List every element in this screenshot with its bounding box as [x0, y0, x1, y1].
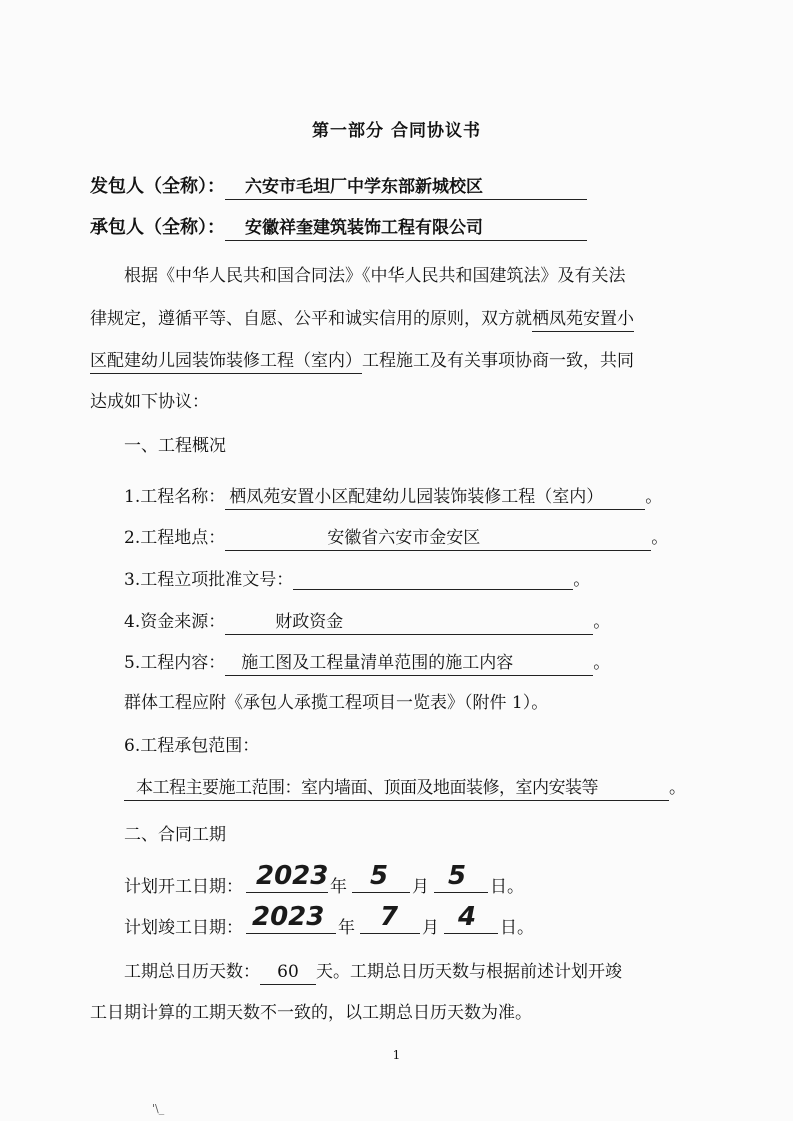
total-days-line-2: 工日期计算的工期天数不一致的，以工期总日历天数为准。 — [90, 1003, 532, 1023]
end-year: 2023 — [252, 902, 325, 932]
end-day-line — [444, 933, 498, 934]
employer-label: 发包人（全称）： — [90, 176, 225, 197]
year-char: 年 — [330, 877, 347, 897]
item-5: 5.工程内容： 施工图及工程量清单范围的施工内容 。 — [124, 648, 610, 676]
project-name-part1: 栖凤苑安置小 — [532, 304, 634, 332]
end-month-line — [360, 933, 420, 934]
day-char: 日。 — [500, 918, 534, 938]
end-date-label: 计划竣工日期： — [124, 918, 243, 938]
item-5-value: 施工图及工程量清单范围的施工内容 — [225, 648, 593, 676]
month-char: 月 — [412, 877, 429, 897]
project-name-part2: 区配建幼儿园装饰装修工程（室内） — [90, 346, 362, 374]
item-4: 4.资金来源： 财政资金 。 — [124, 607, 610, 635]
day-char: 日。 — [490, 877, 524, 897]
item-3-value — [293, 567, 573, 590]
start-date-label: 计划开工日期： — [124, 877, 243, 897]
end-year-line — [246, 933, 336, 934]
item-6: 6.工程承包范围： — [124, 736, 260, 756]
page-number: 1 — [392, 1048, 401, 1062]
scan-mark: '\_ — [152, 1102, 165, 1115]
start-month: 5 — [370, 861, 389, 891]
item-4-value: 财政资金 — [225, 607, 593, 635]
contractor-row — [90, 213, 587, 241]
item-2: 2.工程地点： 安徽省六安市金安区 。 — [124, 523, 668, 551]
contractor-value: 安徽祥奎建筑装饰工程有限公司 — [225, 213, 587, 241]
section-heading-1: 一、工程概况 — [124, 436, 226, 456]
start-year: 2023 — [256, 861, 329, 891]
group-note: 群体工程应附《承包人承揽工程项目一览表》（附件 1）。 — [124, 693, 549, 713]
employer-row — [90, 172, 587, 200]
start-month-line — [352, 892, 410, 893]
intro-line-3: 区配建幼儿园装饰装修工程（室内）工程施工及有关事项协商一致，共同 — [90, 346, 634, 374]
item-1-value: 栖凤苑安置小区配建幼儿园装饰装修工程（室内） — [225, 482, 645, 510]
month-char: 月 — [422, 918, 439, 938]
contractor-label: 承包人（全称）： — [90, 217, 225, 238]
start-year-line — [246, 892, 328, 893]
intro-line-2: 律规定，遵循平等、自愿、公平和诚实信用的原则，双方就栖凤苑安置小 — [90, 304, 634, 332]
total-days-value: 60 — [260, 962, 316, 985]
item-2-value: 安徽省六安市金安区 — [225, 523, 651, 551]
item-3: 3.工程立项批准文号： 。 — [124, 565, 590, 590]
total-days-row: 工期总日历天数： 60 天。工期总日历天数与根据前述计划开竣 — [124, 957, 622, 985]
page-title: 第一部分 合同协议书 — [312, 121, 481, 141]
year-char: 年 — [338, 918, 355, 938]
end-month: 7 — [380, 902, 399, 932]
intro-line-1: 根据《中华人民共和国合同法》《中华人民共和国建筑法》及有关法 — [124, 266, 626, 286]
end-day: 4 — [458, 902, 477, 932]
intro-line-4: 达成如下协议： — [90, 392, 209, 412]
start-day-line — [434, 892, 488, 893]
section-heading-2: 二、合同工期 — [124, 825, 226, 845]
item-6-value: 本工程主要施工范围：室内墙面、顶面及地面装修，室内安装等 — [124, 773, 669, 801]
item-6-row: 本工程主要施工范围：室内墙面、顶面及地面装修，室内安装等 。 — [124, 773, 686, 801]
employer-value: 六安市毛坦厂中学东部新城校区 — [225, 172, 587, 200]
start-day: 5 — [448, 861, 467, 891]
item-1: 1.工程名称： 栖凤苑安置小区配建幼儿园装饰装修工程（室内） 。 — [124, 482, 662, 510]
